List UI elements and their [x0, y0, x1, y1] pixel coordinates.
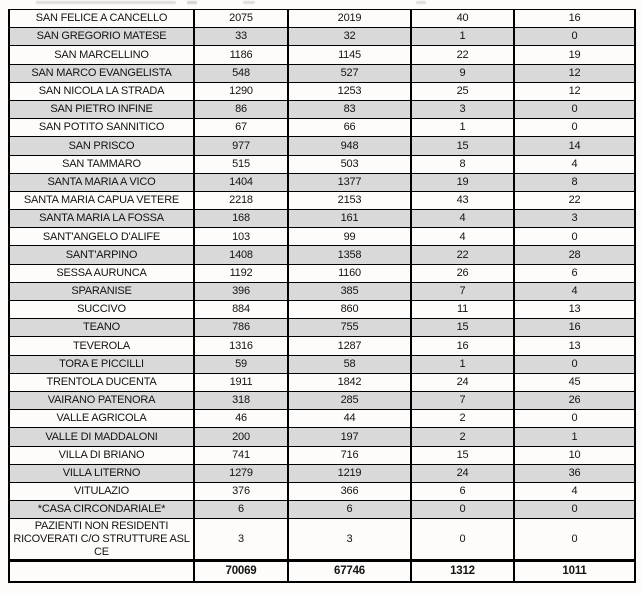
value-cell: 28 [514, 246, 635, 264]
table-row [9, 46, 635, 64]
value-cell: 0 [514, 119, 635, 137]
value-cell: 6 [194, 501, 288, 519]
table-row [9, 82, 635, 100]
value-cell: 741 [194, 446, 288, 464]
table-row [9, 301, 635, 319]
value-cell: 786 [194, 319, 288, 337]
municipality-cell: SAN PRISCO [9, 137, 194, 155]
table-row [9, 391, 635, 409]
value-cell: 19 [411, 173, 514, 191]
value-cell: 366 [288, 482, 411, 500]
value-cell: 4 [514, 482, 635, 500]
value-cell: 1404 [194, 173, 288, 191]
table-row [9, 100, 635, 118]
municipality-cell: VAIRANO PATENORA [9, 391, 194, 409]
value-cell: 2 [411, 428, 514, 446]
municipality-cell: TORA E PICCILLI [9, 355, 194, 373]
municipality-cell: VILLA DI BRIANO [9, 446, 194, 464]
municipality-cell: VALLE DI MADDALONI [9, 428, 194, 446]
value-cell: 9 [411, 64, 514, 82]
value-cell: 13 [514, 301, 635, 319]
table-row [9, 373, 635, 391]
municipality-cell: SANTA MARIA A VICO [9, 173, 194, 191]
value-cell: 1 [411, 28, 514, 46]
value-cell: 6 [411, 482, 514, 500]
value-cell: 0 [514, 100, 635, 118]
municipality-cell: SAN FELICE A CANCELLO [9, 10, 194, 28]
table-row [9, 464, 635, 482]
value-cell: 0 [514, 519, 635, 561]
value-cell: 977 [194, 137, 288, 155]
table-row [9, 191, 635, 209]
value-cell: 860 [288, 301, 411, 319]
value-cell: 4 [514, 155, 635, 173]
municipality-cell: SAN POTITO SANNITICO [9, 119, 194, 137]
value-cell: 46 [194, 410, 288, 428]
value-cell: 6 [288, 501, 411, 519]
value-cell: 16 [514, 10, 635, 28]
table-row [9, 155, 635, 173]
value-cell: 1287 [288, 337, 411, 355]
municipality-cell: SAN PIETRO INFINE [9, 100, 194, 118]
value-cell: 58 [288, 355, 411, 373]
value-cell: 3 [288, 519, 411, 561]
totals-empty-cell [9, 561, 194, 582]
value-cell: 1358 [288, 246, 411, 264]
value-cell: 0 [514, 501, 635, 519]
table-row [9, 519, 635, 561]
value-cell: 15 [411, 137, 514, 155]
cropped-text-remnant [36, 1, 176, 4]
value-cell: 1145 [288, 46, 411, 64]
municipality-cell: SANT'ARPINO [9, 246, 194, 264]
value-cell: 1842 [288, 373, 411, 391]
value-cell: 318 [194, 391, 288, 409]
value-cell: 40 [411, 10, 514, 28]
table-row [9, 446, 635, 464]
table-row [9, 228, 635, 246]
value-cell: 3 [411, 100, 514, 118]
value-cell: 16 [411, 337, 514, 355]
value-cell: 26 [411, 264, 514, 282]
value-cell: 4 [411, 210, 514, 228]
value-cell: 527 [288, 64, 411, 82]
table-row [9, 10, 635, 28]
municipality-cell: SAN MARCELLINO [9, 46, 194, 64]
municipality-cell: SANT'ANGELO D'ALIFE [9, 228, 194, 246]
municipality-cell: SANTA MARIA LA FOSSA [9, 210, 194, 228]
value-cell: 67 [194, 119, 288, 137]
table-row [9, 337, 635, 355]
value-cell: 2019 [288, 10, 411, 28]
value-cell: 14 [514, 137, 635, 155]
value-cell: 168 [194, 210, 288, 228]
value-cell: 548 [194, 64, 288, 82]
table-row [9, 319, 635, 337]
value-cell: 3 [514, 210, 635, 228]
municipality-cell: SPARANISE [9, 282, 194, 300]
value-cell: 22 [411, 46, 514, 64]
value-cell: 1192 [194, 264, 288, 282]
value-cell: 515 [194, 155, 288, 173]
value-cell: 99 [288, 228, 411, 246]
value-cell: 0 [514, 28, 635, 46]
municipality-data-table [8, 9, 636, 583]
value-cell: 948 [288, 137, 411, 155]
value-cell: 24 [411, 464, 514, 482]
value-cell: 24 [411, 373, 514, 391]
table-row [9, 64, 635, 82]
value-cell: 755 [288, 319, 411, 337]
value-cell: 1186 [194, 46, 288, 64]
municipality-cell: SAN TAMMARO [9, 155, 194, 173]
municipality-cell: SUCCIVO [9, 301, 194, 319]
value-cell: 1911 [194, 373, 288, 391]
value-cell: 1377 [288, 173, 411, 191]
value-cell: 2 [411, 410, 514, 428]
table-row [9, 482, 635, 500]
value-cell: 12 [514, 64, 635, 82]
value-cell: 1290 [194, 82, 288, 100]
value-cell: 396 [194, 282, 288, 300]
municipality-cell: TEANO [9, 319, 194, 337]
table-row [9, 210, 635, 228]
municipality-cell: SAN MARCO EVANGELISTA [9, 64, 194, 82]
municipality-cell: TEVEROLA [9, 337, 194, 355]
value-cell: 385 [288, 282, 411, 300]
municipality-cell: PAZIENTI NON RESIDENTI RICOVERATI C/O STRUTTURE ASL CE [9, 519, 194, 561]
value-cell: 8 [514, 173, 635, 191]
value-cell: 1 [411, 119, 514, 137]
value-cell: 1219 [288, 464, 411, 482]
value-cell: 0 [411, 519, 514, 561]
value-cell: 0 [514, 355, 635, 373]
value-cell: 376 [194, 482, 288, 500]
value-cell: 1279 [194, 464, 288, 482]
cropped-text-remnant [243, 1, 255, 4]
value-cell: 200 [194, 428, 288, 446]
value-cell: 19 [514, 46, 635, 64]
value-cell: 44 [288, 410, 411, 428]
value-cell: 12 [514, 82, 635, 100]
value-cell: 7 [411, 391, 514, 409]
value-cell: 16 [514, 319, 635, 337]
value-cell: 2218 [194, 191, 288, 209]
municipality-cell: SAN NICOLA LA STRADA [9, 82, 194, 100]
value-cell: 197 [288, 428, 411, 446]
value-cell: 66 [288, 119, 411, 137]
value-cell: 2153 [288, 191, 411, 209]
value-cell: 884 [194, 301, 288, 319]
total-value-cell: 67746 [288, 561, 411, 582]
value-cell: 161 [288, 210, 411, 228]
total-value-cell: 1312 [411, 561, 514, 582]
value-cell: 0 [411, 501, 514, 519]
value-cell: 11 [411, 301, 514, 319]
value-cell: 15 [411, 319, 514, 337]
table-row [9, 119, 635, 137]
table-row [9, 355, 635, 373]
value-cell: 83 [288, 100, 411, 118]
value-cell: 103 [194, 228, 288, 246]
value-cell: 22 [514, 191, 635, 209]
value-cell: 4 [514, 282, 635, 300]
table-row [9, 28, 635, 46]
total-value-cell: 1011 [514, 561, 635, 582]
table-row [9, 282, 635, 300]
cropped-text-remnant [187, 1, 197, 4]
value-cell: 2075 [194, 10, 288, 28]
value-cell: 0 [514, 228, 635, 246]
table-row [9, 501, 635, 519]
value-cell: 26 [514, 391, 635, 409]
municipality-cell: VILLA LITERNO [9, 464, 194, 482]
table-row [9, 137, 635, 155]
value-cell: 1 [514, 428, 635, 446]
municipality-cell: *CASA CIRCONDARIALE* [9, 501, 194, 519]
value-cell: 8 [411, 155, 514, 173]
municipality-cell: VALLE AGRICOLA [9, 410, 194, 428]
table-row [9, 410, 635, 428]
value-cell: 45 [514, 373, 635, 391]
total-value-cell: 70069 [194, 561, 288, 582]
value-cell: 0 [514, 410, 635, 428]
value-cell: 86 [194, 100, 288, 118]
value-cell: 7 [411, 282, 514, 300]
value-cell: 1408 [194, 246, 288, 264]
cropped-text-remnant [416, 1, 426, 4]
table-row [9, 246, 635, 264]
value-cell: 10 [514, 446, 635, 464]
value-cell: 4 [411, 228, 514, 246]
value-cell: 1160 [288, 264, 411, 282]
value-cell: 33 [194, 28, 288, 46]
value-cell: 1316 [194, 337, 288, 355]
municipality-cell: VITULAZIO [9, 482, 194, 500]
table-body [9, 10, 635, 561]
table-row [9, 173, 635, 191]
value-cell: 22 [411, 246, 514, 264]
value-cell: 13 [514, 337, 635, 355]
value-cell: 1 [411, 355, 514, 373]
value-cell: 503 [288, 155, 411, 173]
table-row [9, 428, 635, 446]
value-cell: 32 [288, 28, 411, 46]
value-cell: 716 [288, 446, 411, 464]
municipality-cell: SANTA MARIA CAPUA VETERE [9, 191, 194, 209]
table-row [9, 264, 635, 282]
value-cell: 59 [194, 355, 288, 373]
municipality-cell: SAN GREGORIO MATESE [9, 28, 194, 46]
value-cell: 6 [514, 264, 635, 282]
table-footer [9, 561, 635, 582]
value-cell: 15 [411, 446, 514, 464]
municipality-cell: SESSA AURUNCA [9, 264, 194, 282]
totals-row [9, 561, 635, 582]
value-cell: 3 [194, 519, 288, 561]
value-cell: 285 [288, 391, 411, 409]
value-cell: 25 [411, 82, 514, 100]
municipality-cell: TRENTOLA DUCENTA [9, 373, 194, 391]
value-cell: 36 [514, 464, 635, 482]
value-cell: 43 [411, 191, 514, 209]
value-cell: 1253 [288, 82, 411, 100]
